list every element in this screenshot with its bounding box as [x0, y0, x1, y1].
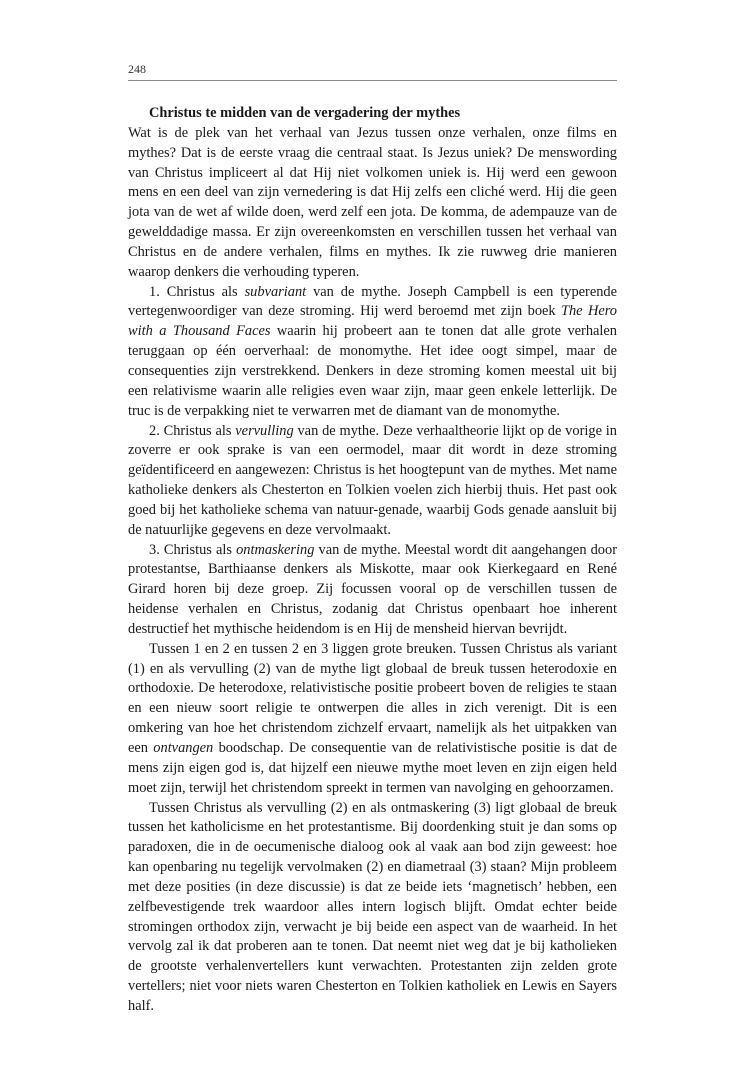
text-segment: waarin hij probeert aan te tonen dat alle grote verhalen teruggaan op één oerverhaal: de monomythe. Het idee oogt simpel, maar de consequenties zijn verstrekkend. Denkers in deze stroming komen meestal uit bij een relativisme waarin alle religies even waar zijn, maar geen enkele letterlijk. De truc is de verpakking niet te verwarren met de diamant van de monomythe.: [128, 323, 617, 419]
page-number: 248: [128, 62, 146, 76]
paragraph: [128, 124, 617, 283]
paragraph: [128, 283, 617, 422]
italic-text: ontmaskering: [236, 541, 315, 558]
text-segment: Tussen Christus als vervulling (2) en als ontmaskering (3) ligt globaal de breuk tussen het katholicisme en het protestantisme. Bij doordenking stuit je dan soms op paradoxen, die in de oecumenische dialoog ook al vaak aan bod zijn geweest: hoe kan openbaring nu tegelijk vervolmaken (2) en diametraal (3) staan? Mijn probleem met deze posities (in deze discussie) is dat ze beide iets ‘magnetisch’ hebben, een zelfbevestigende trek waardoor alles intern logisch blijft. Omdat echter beide stromingen orthodox zijn, verwacht je bij beide een aspect van de waarheid. In het vervolg zal ik dat proberen aan te tonen. Dat neemt niet weg dat je bij katholieken de grootste verhalenvertellers kunt verwachten. Protestanten zijn zelden grote vertellers; niet voor niets waren Chesterton en Tolkien katholiek en Lewis en Sayers half.: [128, 799, 617, 1014]
italic-text: ontvangen: [153, 740, 214, 756]
paragraph: [128, 541, 617, 640]
text-segment: 2. Christus als: [149, 422, 236, 439]
text-segment: van de mythe. Deze verhaaltheorie lijkt op de vorige in zoverre er ook sprake is van een oermodel, maar dit wordt in deze stroming geïdentificeerd en aangewezen: Christus is het hoogtepunt van de mythes. Met name katholieke denkers als Chesterton en Tolkien voelen zich hierbij thuis. Het past ook goed bij het katholieke schema van natuur-genade, waarbij Gods genade aansluit bij de natuurlijke gegevens en deze vervolmaakt.: [128, 422, 617, 538]
text-segment: 1. Christus als: [149, 283, 245, 300]
text-segment: van de mythe. Meestal wordt dit aangehangen door protestantse, Barthiaanse denkers als Miskotte, maar ook Kierkegaard en René Girard horen bij deze groep. Zij focussen vooral op de verschillen tussen de heidense verhalen en Christus, zodanig dat Christus openbaart hoe inherent destructief het mythische heidendom is en Hij de mensheid hiervan bevrijdt.: [128, 541, 617, 637]
italic-text: vervulling: [235, 422, 294, 439]
text-segment: 3. Christus als: [149, 541, 237, 558]
text-segment: van de mythe. Joseph Campbell is een typerende vertegenwoordiger van deze stroming. Hij werd beroemd met zijn boek: [128, 283, 617, 320]
paragraph: [128, 640, 617, 799]
paragraph: [128, 799, 617, 1017]
text-segment: Wat is de plek van het verhaal van Jezus tussen onze verhalen, onze films en mythes? Dat is de eerste vraag die centraal staat. Is Jezus uniek? De menswording van Christus impliceert al dat Hij niet volkomen uniek is. Hij werd een gewoon mens en een deel van zijn vernedering is dat Hij zelfs een cliché werd. Hij die geen jota van de wet af wilde doen, werd zelf een jota. De komma, de adempauze van de gewelddadige massa. Er zijn overeenkomsten en verschillen tussen het verhaal van Christus en de andere verhalen, films en mythes. Ik zie ruwweg drie manieren waarop denkers die verhouding typeren.: [128, 124, 617, 280]
text-body: [128, 104, 617, 1017]
text-segment: boodschap. De consequentie van de relativistische positie is dat de mens zijn eigen god is, dat hijzelf een nieuwe mythe moet leven en zijn eigen held moet zijn, terwijl het christendom spreekt in termen van navolging en gehoorzamen.: [128, 740, 617, 796]
section-heading: Christus te midden van de vergadering der mythes: [149, 105, 461, 121]
text-segment: Tussen 1 en 2 en tussen 2 en 3 liggen grote breuken. Tussen Christus als variant (1) en als vervulling (2) van de mythe ligt globaal de breuk tussen heterodoxie en orthodoxie. De heterodoxe, relativistische positie probeert boven de religies te staan en een nieuw soort religie te ontwerpen die alles in zich verenigt. Dit is een omkering van hoe het christendom zichzelf ervaart, namelijk als het uitpakken van een: [128, 640, 617, 756]
paragraph: [128, 422, 617, 541]
italic-text: subvariant: [244, 283, 307, 300]
paragraph-list: [128, 124, 617, 1017]
header-rule: [128, 80, 617, 81]
italic-text: The Hero with a Thousand Faces: [128, 303, 617, 340]
